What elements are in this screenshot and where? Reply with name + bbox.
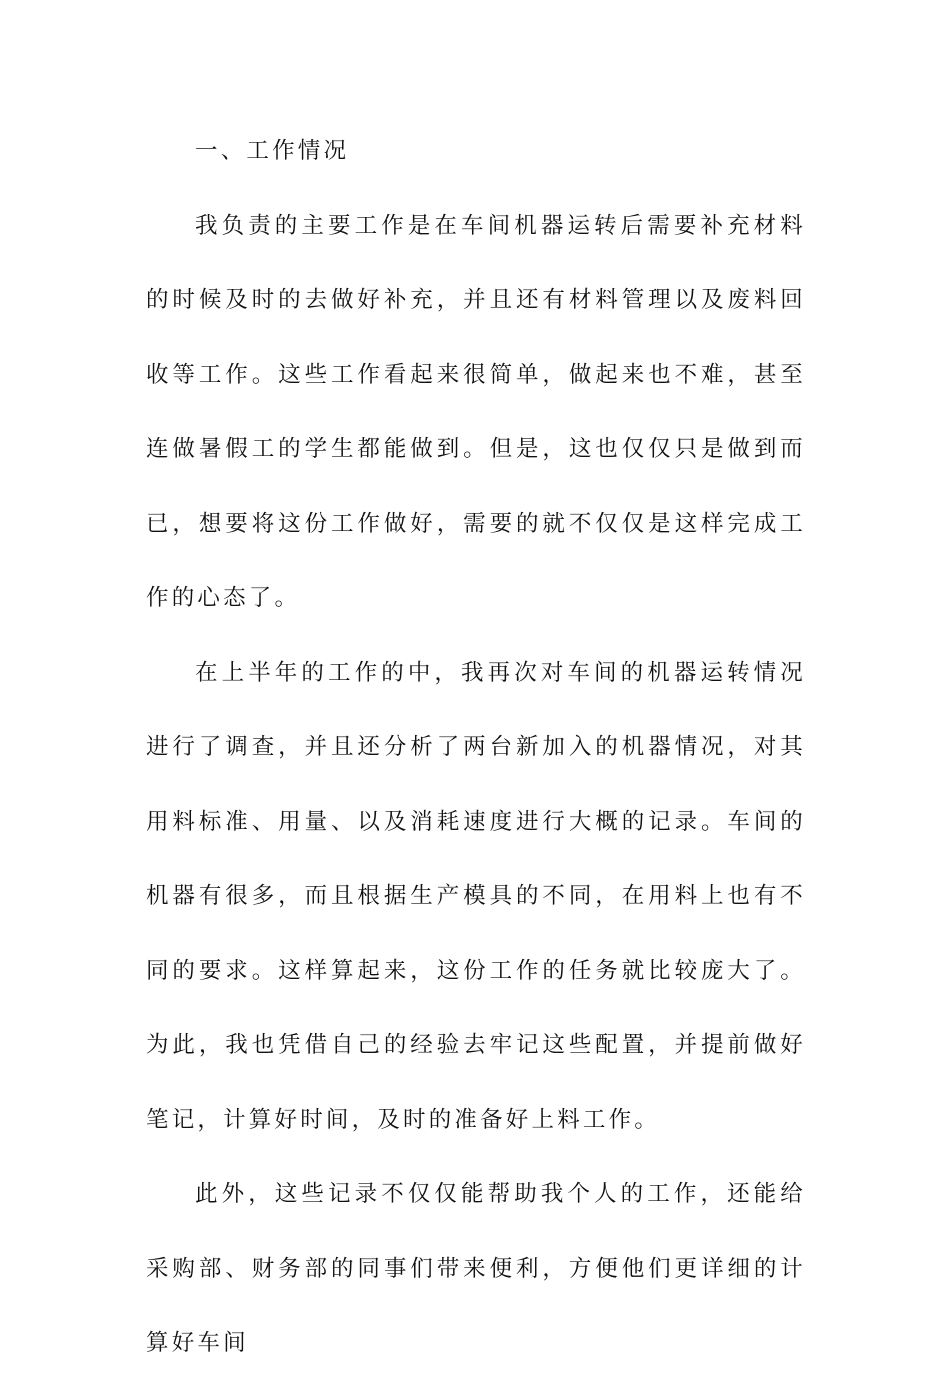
paragraph-2: 在上半年的工作的中，我再次对车间的机器运转情况进行了调查，并且还分析了两台新加入的机器情况，对其用料标准、用量、以及消耗速度进行大概的记录。车间的机器有很多，而且根据生产模具的不同，在用料上也有不同的要求。这样算起来，这份工作的任务就比较庞大了。为此，我也凭借自己的经验去牢记这些配置，并提前做好笔记，计算好时间，及时的准备好上料工作。	[146, 659, 806, 1133]
document-body	[146, 114, 806, 1381]
paragraph-1: 我负责的主要工作是在车间机器运转后需要补充材料的时候及时的去做好补充，并且还有材料管理以及废料回收等工作。这些工作看起来很简单，做起来也不难，甚至连做暑假工的学生都能做到。但是，这也仅仅只是做到而已，想要将这份工作做好，需要的就不仅仅是这样完成工作的心态了。	[146, 212, 806, 611]
section-heading: 一、工作情况	[195, 138, 350, 164]
paragraph-3: 此外，这些记录不仅仅能帮助我个人的工作，还能给采购部、财务部的同事们带来便利，方便他们更详细的计算好车间	[146, 1181, 806, 1356]
